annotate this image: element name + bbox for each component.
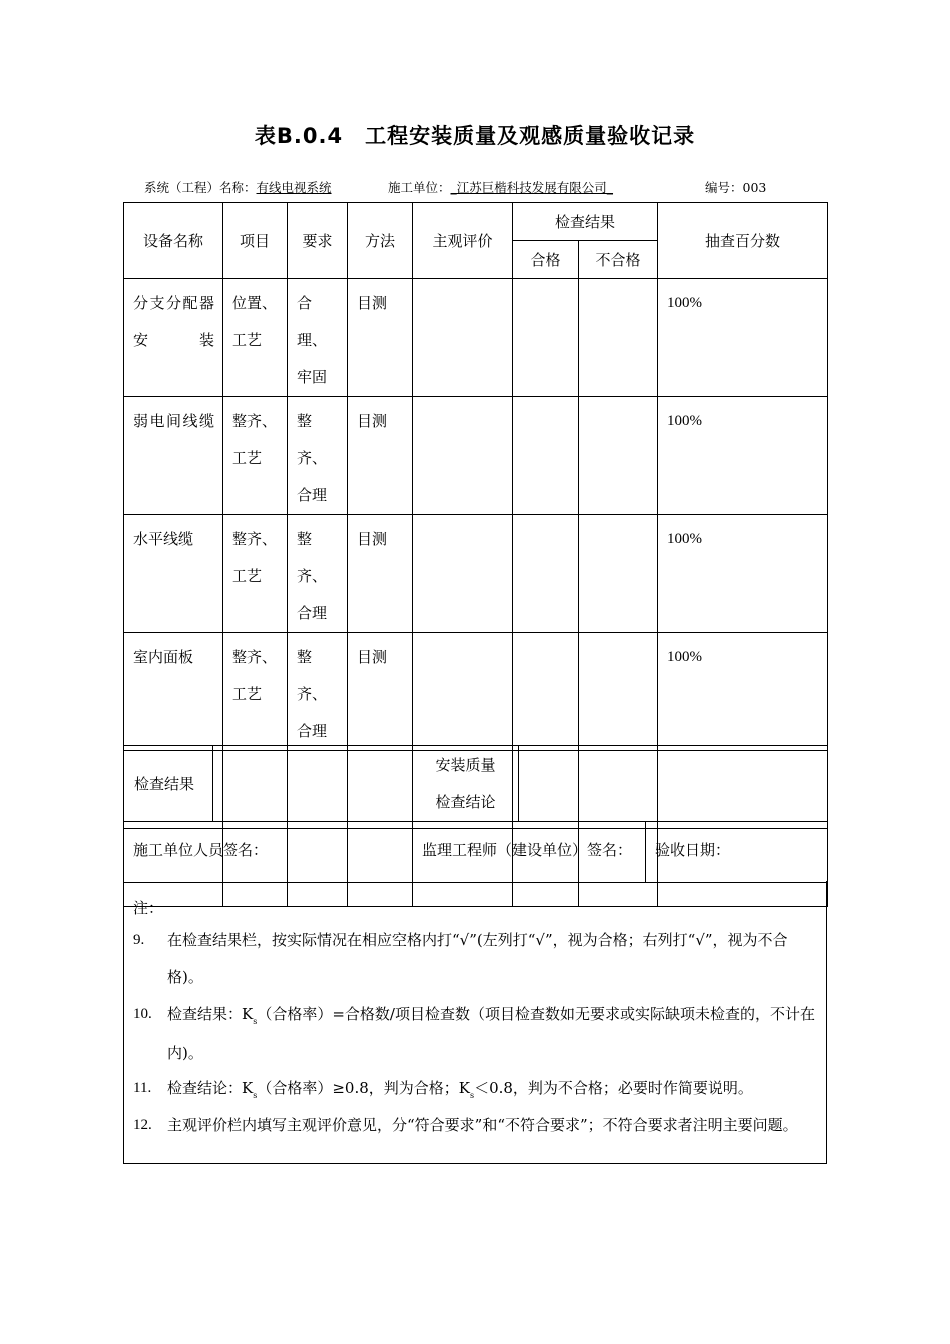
subscript: s: [253, 1091, 258, 1100]
item-cell: 整齐、工艺: [223, 633, 288, 751]
header-device: 设备名称: [124, 203, 223, 279]
note-item: [133, 1070, 818, 1109]
signature-table: [123, 821, 828, 883]
table-row: [124, 633, 828, 751]
method-cell: 目测: [348, 279, 413, 397]
header-pass: 合格: [513, 241, 579, 279]
note-number: 11.: [133, 1080, 152, 1096]
result-label: 检查结果: [124, 746, 213, 822]
subjective-cell[interactable]: [413, 279, 513, 397]
table-row: [124, 279, 828, 397]
header-requirement: 要求: [288, 203, 348, 279]
device-text: 弱电间线缆: [133, 412, 214, 430]
table-row: [124, 515, 828, 633]
conclusion-value[interactable]: [519, 746, 828, 822]
sampling-cell: 100%: [658, 515, 828, 633]
header-item: 项目: [223, 203, 288, 279]
header-method: 方法: [348, 203, 413, 279]
notes-title: 注：: [133, 899, 164, 917]
item-cell: 整齐、工艺: [223, 397, 288, 515]
result-value[interactable]: [213, 746, 413, 822]
note-text-part: ＜0.8，判为不合格；必要时作简要说明。: [474, 1079, 753, 1097]
requirement-cell: 整齐、合理: [288, 397, 348, 515]
number-value: 003: [742, 180, 767, 195]
requirement-cell: 整齐、合理: [288, 515, 348, 633]
pass-cell[interactable]: [513, 397, 579, 515]
subjective-cell[interactable]: [413, 397, 513, 515]
requirement-cell: 合理、牢固: [288, 279, 348, 397]
subjective-cell[interactable]: [413, 515, 513, 633]
sampling-cell: 100%: [658, 397, 828, 515]
form-number: [705, 178, 766, 196]
device-cell: 水平线缆: [124, 515, 223, 633]
header-sampling: 抽查百分数: [658, 203, 828, 279]
pass-cell[interactable]: [513, 279, 579, 397]
method-cell: 目测: [348, 633, 413, 751]
sampling-cell: 100%: [658, 279, 828, 397]
item-cell: 位置、工艺: [223, 279, 288, 397]
subjective-cell[interactable]: [413, 633, 513, 751]
pass-cell[interactable]: [513, 515, 579, 633]
fail-cell[interactable]: [579, 515, 658, 633]
note-number: 10.: [133, 1006, 152, 1022]
note-item: [133, 922, 818, 996]
subscript: s: [469, 1091, 475, 1100]
note-item: [133, 996, 818, 1072]
conclusion-label-2: 检查结论: [435, 792, 496, 811]
conclusion-label: [413, 746, 519, 822]
number-label: 编号：: [705, 180, 743, 195]
summary-table: [123, 745, 828, 822]
note-text-part: 检查结论：K: [167, 1079, 254, 1097]
item-cell: 整齐、工艺: [223, 515, 288, 633]
header-result: 检查结果: [513, 203, 658, 241]
table-row: [124, 397, 828, 515]
contractor-signature[interactable]: 施工单位人员签名：: [124, 822, 413, 883]
method-cell: 目测: [348, 397, 413, 515]
note-text: [167, 996, 818, 1072]
system-value: 有线电视系统: [256, 180, 332, 195]
page-title: 表B.0.4 工程安装质量及观感质量验收记录: [254, 124, 696, 148]
header-fail: 不合格: [579, 241, 658, 279]
conclusion-label-1: 安装质量: [435, 755, 496, 774]
requirement-cell: 整齐、合理: [288, 633, 348, 751]
note-text: 在检查结果栏，按实际情况在相应空格内打“√”(左列打“√”，视为合格；右列打“√”，视为不合格)。: [167, 931, 788, 986]
system-name: [144, 178, 332, 196]
unit-label: 施工单位：: [388, 180, 451, 195]
unit-value: _江苏巨楷科技发展有限公司_: [450, 180, 614, 195]
acceptance-date[interactable]: 验收日期：: [646, 822, 828, 883]
note-text: 主观评价栏内填写主观评价意见，分“符合要求”和“不符合要求”；不符合要求者注明主要问题。: [167, 1116, 798, 1134]
device-cell: [124, 279, 223, 397]
subscript: s: [253, 1017, 258, 1026]
system-label: 系统（工程）名称：: [144, 180, 257, 195]
note-text: [167, 1070, 818, 1109]
pass-cell[interactable]: [513, 633, 579, 751]
fail-cell[interactable]: [579, 397, 658, 515]
note-text-part: 检查结果：K: [167, 1005, 254, 1023]
device-cell: [124, 397, 223, 515]
fail-cell[interactable]: [579, 279, 658, 397]
device-text: 分支分配器安装: [133, 294, 214, 349]
notes-section: [123, 881, 827, 1164]
note-text-part: （合格率）≥0.8，判为合格；K: [257, 1079, 470, 1097]
note-number: 12.: [133, 1117, 152, 1133]
method-cell: 目测: [348, 515, 413, 633]
note-item: [133, 1107, 818, 1144]
sampling-cell: 100%: [658, 633, 828, 751]
note-number: 9.: [133, 932, 145, 948]
header-subjective: 主观评价: [413, 203, 513, 279]
fail-cell[interactable]: [579, 633, 658, 751]
supervisor-signature[interactable]: 监理工程师（建设单位）签名：: [413, 822, 646, 883]
note-text-part: （合格率）=合格数/项目检查数（项目检查数如无要求或实际缺项未检查的，不计在内)。: [167, 1005, 815, 1062]
device-cell: 室内面板: [124, 633, 223, 751]
construction-unit: [388, 178, 613, 196]
